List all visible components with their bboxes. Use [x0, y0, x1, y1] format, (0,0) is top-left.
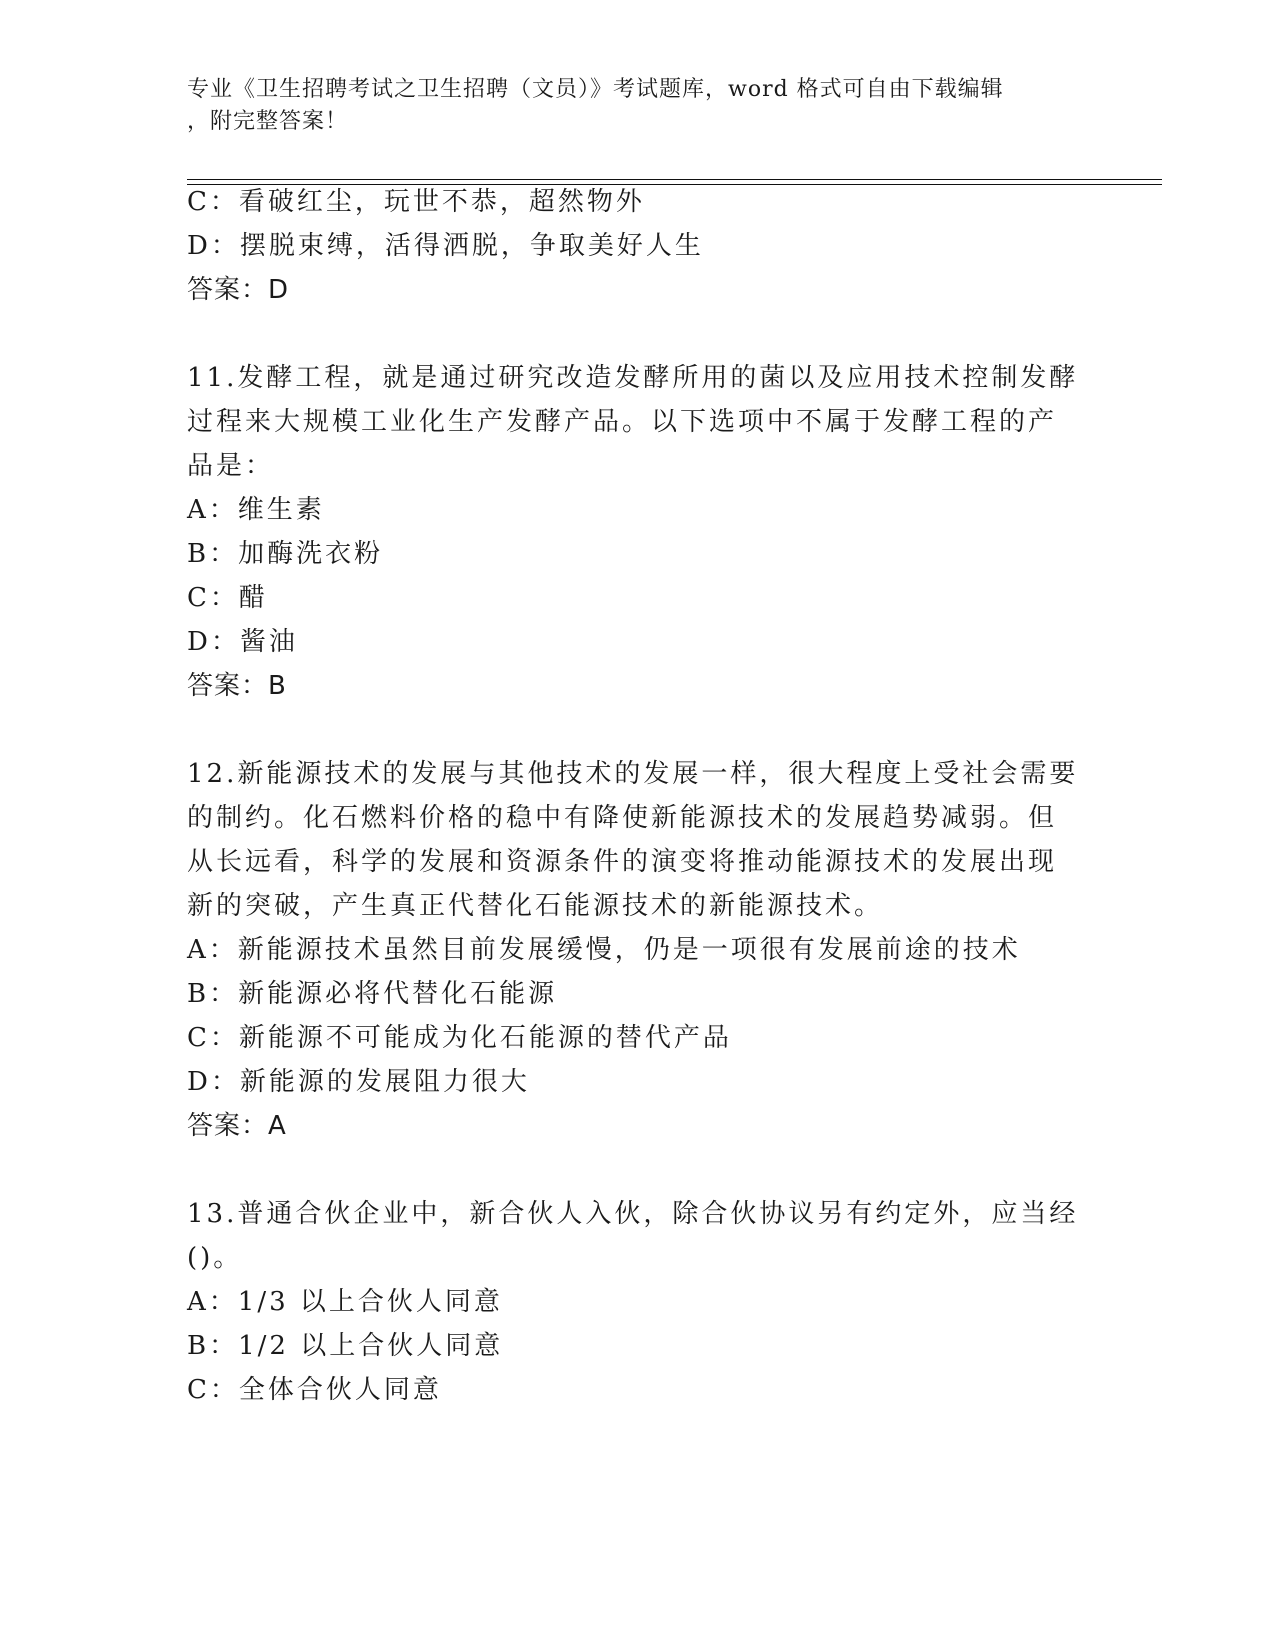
header-divider-top [187, 179, 1162, 180]
q12-option-a: A：新能源技术虽然目前发展缓慢，仍是一项很有发展前途的技术 [187, 935, 1021, 965]
q11-option-c: C：醋 [187, 583, 268, 613]
q10-option-d: D：摆脱束缚，活得洒脱，争取美好人生 [187, 231, 704, 261]
q10-answer: 答案：D [187, 275, 290, 305]
q12-option-d: D：新能源的发展阻力很大 [187, 1067, 530, 1097]
q11-option-d: D：酱油 [187, 627, 298, 657]
q12-stem-line-3: 从长远看，科学的发展和资源条件的演变将推动能源技术的发展出现 [187, 847, 1058, 877]
header-line-1: 专业《卫生招聘考试之卫生招聘（文员）》考试题库，word 格式可自由下载编辑 [187, 77, 1004, 102]
q11-stem-line-2: 过程来大规模工业化生产发酵产品。以下选项中不属于发酵工程的产 [187, 407, 1058, 437]
q12-option-b: B：新能源必将代替化石能源 [187, 979, 558, 1009]
q12-stem-line-1: 12.新能源技术的发展与其他技术的发展一样，很大程度上受社会需要 [187, 759, 1079, 789]
q11-option-b: B：加酶洗衣粉 [187, 539, 384, 569]
q10-option-c: C：看破红尘，玩世不恭，超然物外 [187, 187, 645, 217]
q13-option-c: C：全体合伙人同意 [187, 1375, 442, 1405]
q11-stem-line-3: 品是： [187, 451, 275, 481]
q13-stem-line-2: ()。 [187, 1243, 243, 1273]
header-divider-bottom [187, 184, 1162, 185]
q13-stem-line-1: 13.普通合伙企业中，新合伙人入伙，除合伙协议另有约定外，应当经 [187, 1199, 1079, 1229]
q11-answer: 答案：B [187, 671, 287, 701]
q12-answer: 答案：A [187, 1111, 287, 1141]
q11-option-a: A：维生素 [187, 495, 325, 525]
q13-option-a: A：1/3 以上合伙人同意 [187, 1287, 503, 1317]
header-line-2: ，附完整答案！ [187, 109, 349, 134]
q12-option-c: C：新能源不可能成为化石能源的替代产品 [187, 1023, 732, 1053]
q11-stem-line-1: 11.发酵工程，就是通过研究改造发酵所用的菌以及应用技术控制发酵 [187, 363, 1079, 393]
q12-stem-line-2: 的制约。化石燃料价格的稳中有降使新能源技术的发展趋势减弱。但 [187, 803, 1058, 833]
q13-option-b: B：1/2 以上合伙人同意 [187, 1331, 504, 1361]
document-header [187, 74, 1067, 138]
q12-stem-line-4: 新的突破，产生真正代替化石能源技术的新能源技术。 [187, 891, 884, 921]
